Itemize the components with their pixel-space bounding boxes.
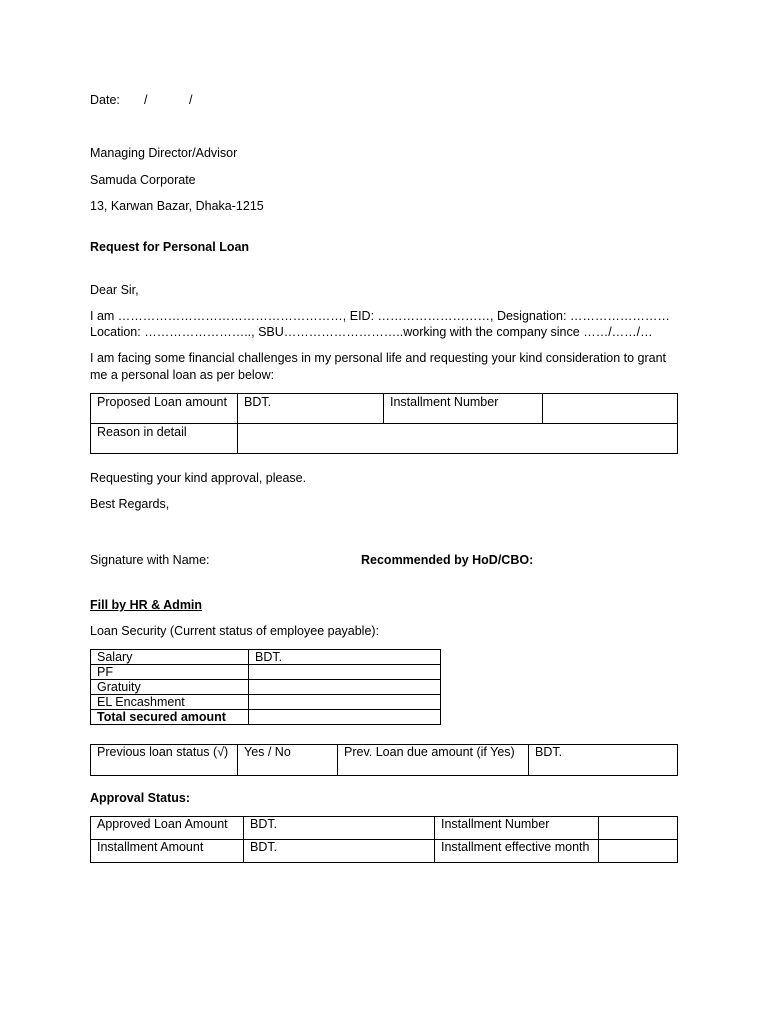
previous-loan-due-label: Prev. Loan due amount (if Yes) <box>338 745 529 776</box>
security-row-label: Gratuity <box>91 680 249 695</box>
security-row-value[interactable] <box>249 665 441 680</box>
date-label: Date: <box>90 93 120 107</box>
salutation: Dear Sir, <box>90 283 139 297</box>
total-secured-value[interactable] <box>249 710 441 725</box>
effective-month-value[interactable] <box>599 840 678 863</box>
security-row-label: PF <box>91 665 249 680</box>
date-separator: / <box>189 93 193 107</box>
approval-request-text: Requesting your kind approval, please. <box>90 471 307 485</box>
previous-loan-table <box>90 744 678 776</box>
security-row-value[interactable]: BDT. <box>249 650 441 665</box>
request-text-line-2: me a personal loan as per below: <box>90 368 275 382</box>
approved-amount-value[interactable]: BDT. <box>244 817 435 840</box>
recipient-company: Samuda Corporate <box>90 173 196 187</box>
intro-line-2: Location: …………………….., SBU………………………..working with the company since ……/……/… <box>90 325 653 339</box>
reason-label: Reason in detail <box>91 424 238 454</box>
installment-number-label: Installment Number <box>384 394 543 424</box>
proposed-loan-label: Proposed Loan amount <box>91 394 238 424</box>
subject-line: Request for Personal Loan <box>90 240 250 254</box>
signature-label: Signature with Name: <box>90 553 210 567</box>
installment-number-value[interactable] <box>543 394 678 424</box>
regards-text: Best Regards, <box>90 497 170 511</box>
security-row-value[interactable] <box>249 695 441 710</box>
loan-security-text: Loan Security (Current status of employee payable): <box>90 624 380 638</box>
installment-amount-label: Installment Amount <box>91 840 244 863</box>
proposed-loan-value[interactable]: BDT. <box>238 394 384 424</box>
approval-installment-number-label: Installment Number <box>435 817 599 840</box>
security-row-label: EL Encashment <box>91 695 249 710</box>
approval-table <box>90 816 678 863</box>
recommended-by-label: Recommended by HoD/CBO: <box>361 553 534 567</box>
loan-security-table <box>90 649 441 725</box>
recipient-address: 13, Karwan Bazar, Dhaka-1215 <box>90 199 264 213</box>
reason-value[interactable] <box>238 424 678 454</box>
intro-line-1: I am ………………………………………………, EID: ………………………, Designation: …………………… <box>90 309 670 323</box>
total-secured-label: Total secured amount <box>91 710 249 725</box>
loan-request-table <box>90 393 678 454</box>
recipient-title: Managing Director/Advisor <box>90 146 238 160</box>
approval-installment-number-value[interactable] <box>599 817 678 840</box>
date-separator: / <box>144 93 148 107</box>
previous-loan-due-value[interactable]: BDT. <box>529 745 678 776</box>
hr-section-title: Fill by HR & Admin <box>90 598 203 612</box>
security-row-value[interactable] <box>249 680 441 695</box>
previous-loan-status-label: Previous loan status (√) <box>91 745 238 776</box>
approved-amount-label: Approved Loan Amount <box>91 817 244 840</box>
request-text-line-1: I am facing some financial challenges in my personal life and requesting your kind consideration to grant <box>90 351 667 365</box>
security-row-label: Salary <box>91 650 249 665</box>
approval-status-title: Approval Status: <box>90 791 191 805</box>
effective-month-label: Installment effective month <box>435 840 599 863</box>
installment-amount-value[interactable]: BDT. <box>244 840 435 863</box>
previous-loan-status-value[interactable]: Yes / No <box>238 745 338 776</box>
